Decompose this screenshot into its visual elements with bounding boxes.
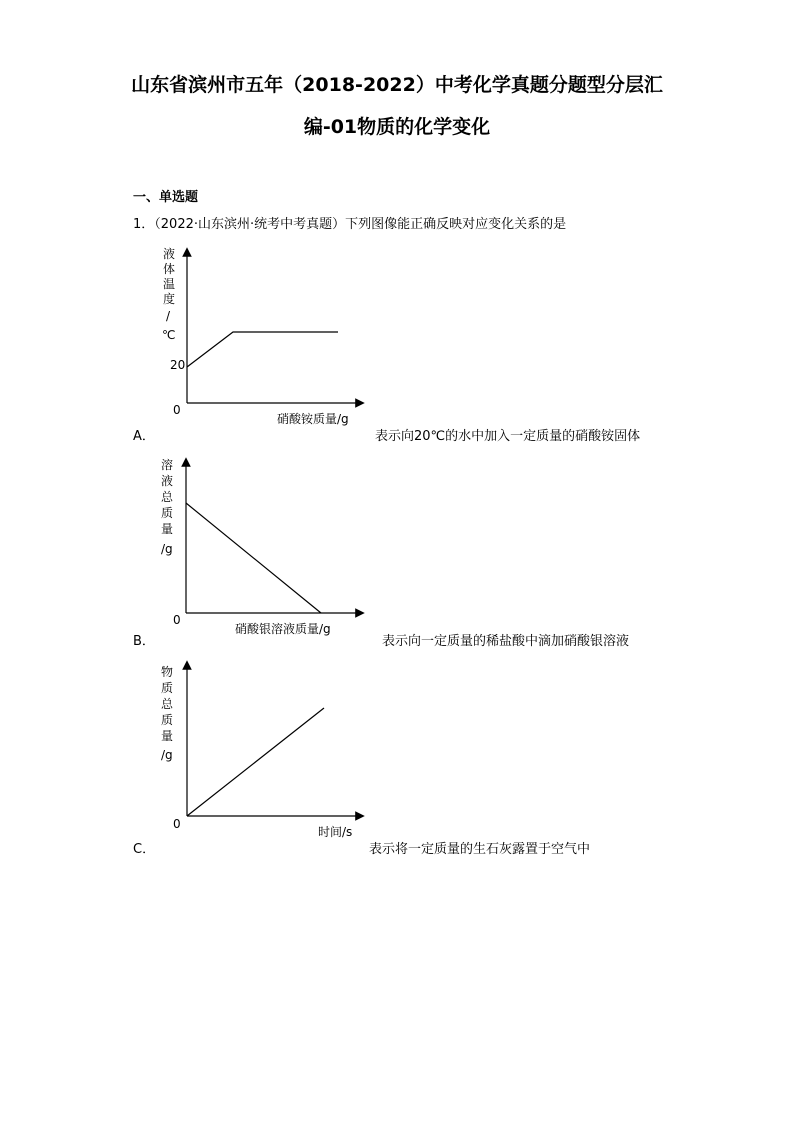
graph-b-ylabel-1: 溶	[161, 458, 174, 472]
graph-a-curve	[187, 332, 338, 367]
option-b-label: B．	[133, 634, 155, 649]
graph-c-ylabel-4: 质	[161, 713, 174, 727]
option-a-description: 表示向20℃的水中加入一定质量的硝酸铵固体	[375, 429, 641, 444]
graph-a-ylabel-2: 体	[163, 262, 176, 276]
graph-a-origin: 0	[173, 403, 181, 417]
graph-b-ylabel-5: 量	[161, 522, 174, 536]
graph-c-ylabel-1: 物	[161, 665, 174, 679]
graph-c-xlabel: 时间/s	[318, 825, 353, 839]
graph-c-ylabel-2: 质	[161, 681, 174, 695]
document-title-line-2: 编-01物质的化学变化	[303, 116, 491, 138]
section-heading: 一、单选题	[133, 190, 199, 205]
graph-c-ylabel-5: 量	[161, 729, 174, 743]
graph-c-curve	[187, 708, 324, 816]
option-a-label: A．	[133, 429, 155, 444]
graph-a-ylabel-3: 温	[163, 277, 176, 291]
graph-a-xlabel: 硝酸铵质量/g	[277, 412, 349, 426]
graph-b-origin: 0	[173, 613, 181, 627]
graph-a-ylabel-1: 液	[163, 247, 176, 261]
graph-a-y-tick: 20	[170, 358, 186, 372]
question-stem: 1．（2022·山东滨州·统考中考真题）下列图像能正确反映对应变化关系的是	[133, 217, 567, 232]
document-title-line-1: 山东省滨州市五年（2018-2022）中考化学真题分题型分层汇	[131, 74, 663, 96]
graph-b-ylabel-3: 总	[161, 490, 174, 504]
graph-b-ylabel-2: 液	[161, 474, 174, 488]
option-c-description: 表示将一定质量的生石灰露置于空气中	[369, 842, 591, 857]
graph-c-ylabel-6: /g	[161, 748, 173, 762]
graph-a-ylabel-6: ℃	[162, 328, 176, 342]
graph-c-ylabel-3: 总	[161, 697, 174, 711]
graph-c-origin: 0	[173, 817, 181, 831]
option-b-description: 表示向一定质量的稀盐酸中滴加硝酸银溶液	[382, 634, 630, 649]
option-c-label: C．	[133, 842, 156, 857]
graph-b-ylabel-4: 质	[161, 506, 174, 520]
graph-b-xlabel: 硝酸银溶液质量/g	[235, 622, 331, 636]
graph-a-ylabel-5: /	[166, 309, 171, 323]
graph-a-ylabel-4: 度	[163, 292, 176, 306]
graph-b-curve	[186, 503, 321, 613]
graph-b-ylabel-6: /g	[161, 542, 173, 556]
